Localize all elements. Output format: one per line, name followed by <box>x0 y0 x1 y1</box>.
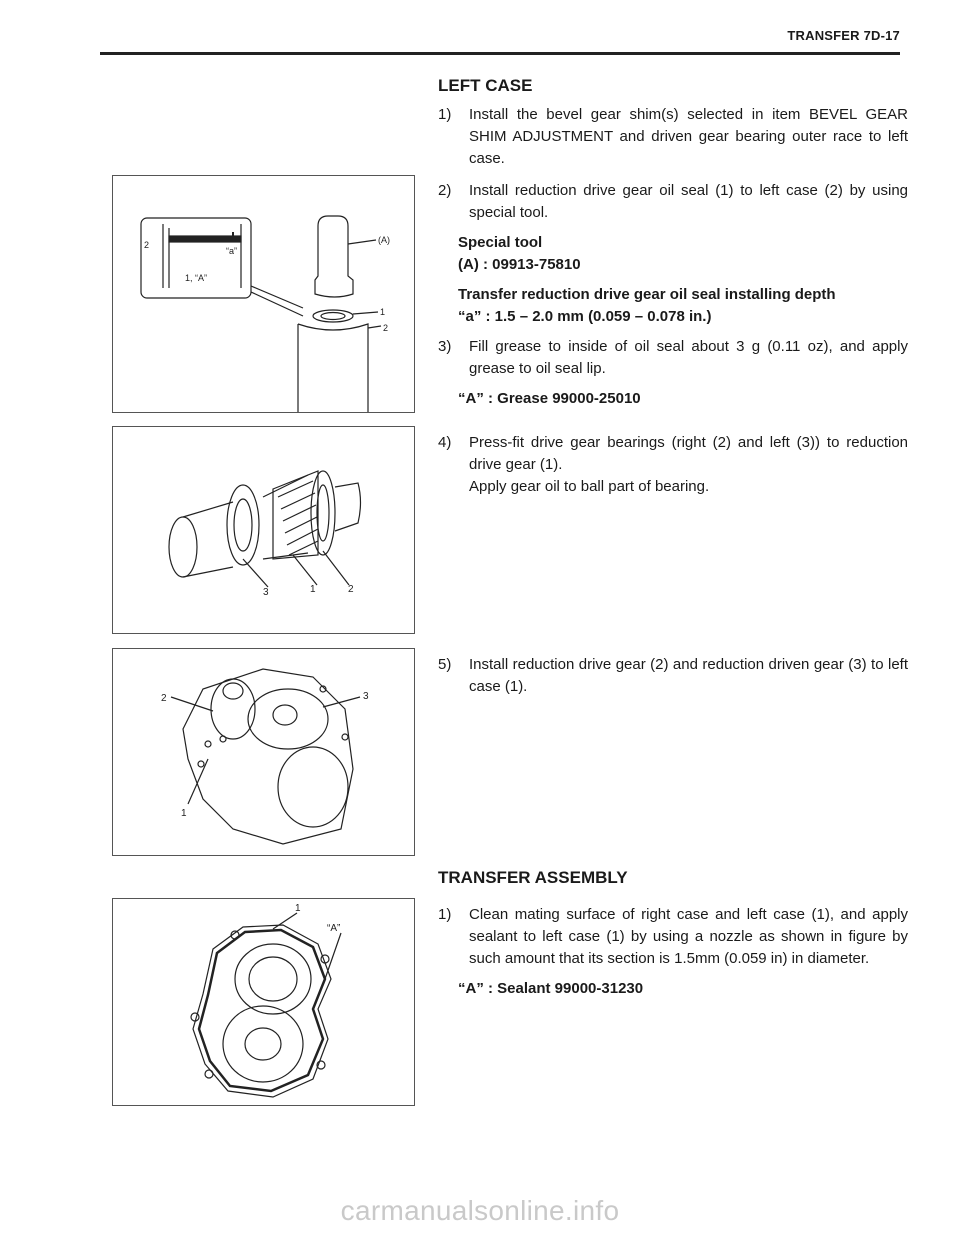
step-2 <box>438 180 908 224</box>
depth-spec <box>438 284 908 328</box>
oil-seal-install-drawing <box>113 176 414 412</box>
fig1-label-seal-grease: 1, “A” <box>185 273 208 283</box>
special-tool-value: (A) : 09913-75810 <box>458 256 581 273</box>
fig4-label-left-case: 1 <box>295 903 301 914</box>
seal-lip <box>169 236 241 242</box>
figure-drive-gear-bearings <box>112 426 415 634</box>
left-case-step4-block <box>438 432 908 506</box>
page-header-title: TRANSFER 7D-17 <box>787 28 900 43</box>
step-text: Install reduction drive gear oil seal (1) to left case (2) by using special tool. <box>469 182 908 221</box>
special-tool-label: Special tool <box>458 234 543 251</box>
step-1 <box>438 104 908 170</box>
step-number: 3) <box>438 338 452 355</box>
step-number: 1) <box>438 106 452 123</box>
shaft-end-left <box>169 517 197 577</box>
step-number: 2) <box>438 182 452 199</box>
left-case-step5-block <box>438 654 908 706</box>
detail-inset-frame <box>141 218 251 298</box>
step-text: Fill grease to inside of oil seal about 3 g (0.11 oz), and apply grease to oil seal lip. <box>469 338 908 377</box>
fig1-label-case: 2 <box>144 240 150 250</box>
left-case-bore <box>298 324 368 412</box>
fig1-label-a-depth: “a” <box>226 246 237 256</box>
figure-sealant-application <box>112 898 415 1106</box>
fig4-label-sealant: “A” <box>327 923 341 934</box>
fig2-label-gear: 1 <box>310 584 316 595</box>
figure-gears-in-case <box>112 648 415 856</box>
sealant-value: “A” : Sealant 99000-31230 <box>458 980 644 997</box>
fig3-label-drive-gear: 2 <box>161 693 167 704</box>
left-case-outline <box>183 669 353 844</box>
step-1 <box>438 904 908 970</box>
step-number: 1) <box>438 906 452 923</box>
left-case-step2-block <box>438 180 908 418</box>
gears-in-case-drawing <box>113 649 414 855</box>
step-text-line1: Press-fit drive gear bearings (right (2) and left (3)) to reduction drive gear (1). <box>469 434 908 473</box>
oil-seal-ring <box>313 310 353 322</box>
sealant-spec <box>438 978 908 1000</box>
shaft-end-right <box>335 483 361 531</box>
fig2-label-bearing-left: 3 <box>263 587 269 598</box>
lower-gear-bore <box>223 1006 303 1082</box>
header-rule <box>100 52 900 55</box>
reduction-driven-gear <box>248 689 328 749</box>
step-text-line2: Apply gear oil to ball part of bearing. <box>469 478 710 495</box>
sealant-bead <box>199 930 325 1091</box>
bearing-left <box>227 485 259 565</box>
drive-gear-bearings-drawing <box>113 427 414 633</box>
step-5 <box>438 654 908 698</box>
depth-label: Transfer reduction drive gear oil seal installing depth <box>458 286 836 303</box>
step-text: Install the bevel gear shim(s) selected in item BEVEL GEAR SHIM ADJUSTMENT and driven gear bearing outer race to left case. <box>469 106 908 167</box>
fig1-label-tool: (A) <box>378 235 390 245</box>
depth-value: “a” : 1.5 – 2.0 mm (0.059 – 0.078 in.) <box>458 308 712 325</box>
section-title-left-case: LEFT CASE <box>438 76 533 95</box>
special-tool-spec <box>438 232 908 276</box>
fig1-label-case-2: 2 <box>383 323 389 333</box>
step-3 <box>438 336 908 380</box>
step-text: Clean mating surface of right case and left case (1), and apply sealant to left case (1) by using a nozzle as shown in figure by such amount that its section is 1.5mm (0.059 in) in diameter. <box>469 906 908 967</box>
fig3-label-driven-gear: 3 <box>363 691 369 702</box>
bearing-right <box>311 471 335 555</box>
fig1-label-seal: 1 <box>380 307 386 317</box>
step-number: 5) <box>438 656 452 673</box>
special-tool-a <box>315 216 353 297</box>
left-case-step1-block <box>438 104 908 178</box>
output-bore <box>278 747 348 827</box>
grease-spec <box>438 388 908 410</box>
transfer-assembly-step1-block <box>438 904 908 1008</box>
step-text <box>458 432 908 498</box>
fig3-label-left-case: 1 <box>181 808 187 819</box>
figure-oil-seal-install <box>112 175 415 413</box>
step-number: 4) <box>438 434 452 451</box>
upper-gear-bore <box>235 944 311 1014</box>
step-text: Install reduction drive gear (2) and reduction driven gear (3) to left case (1). <box>469 656 908 695</box>
watermark-text: carmanualsonline.info <box>340 1195 620 1226</box>
sealant-application-drawing <box>113 899 414 1105</box>
reduction-drive-gear-2 <box>211 679 255 739</box>
section-title-transfer-assembly: TRANSFER ASSEMBLY <box>438 868 628 887</box>
fig2-label-bearing-right: 2 <box>348 584 354 595</box>
step-4 <box>438 432 908 498</box>
grease-value: “A” : Grease 99000-25010 <box>458 390 641 407</box>
